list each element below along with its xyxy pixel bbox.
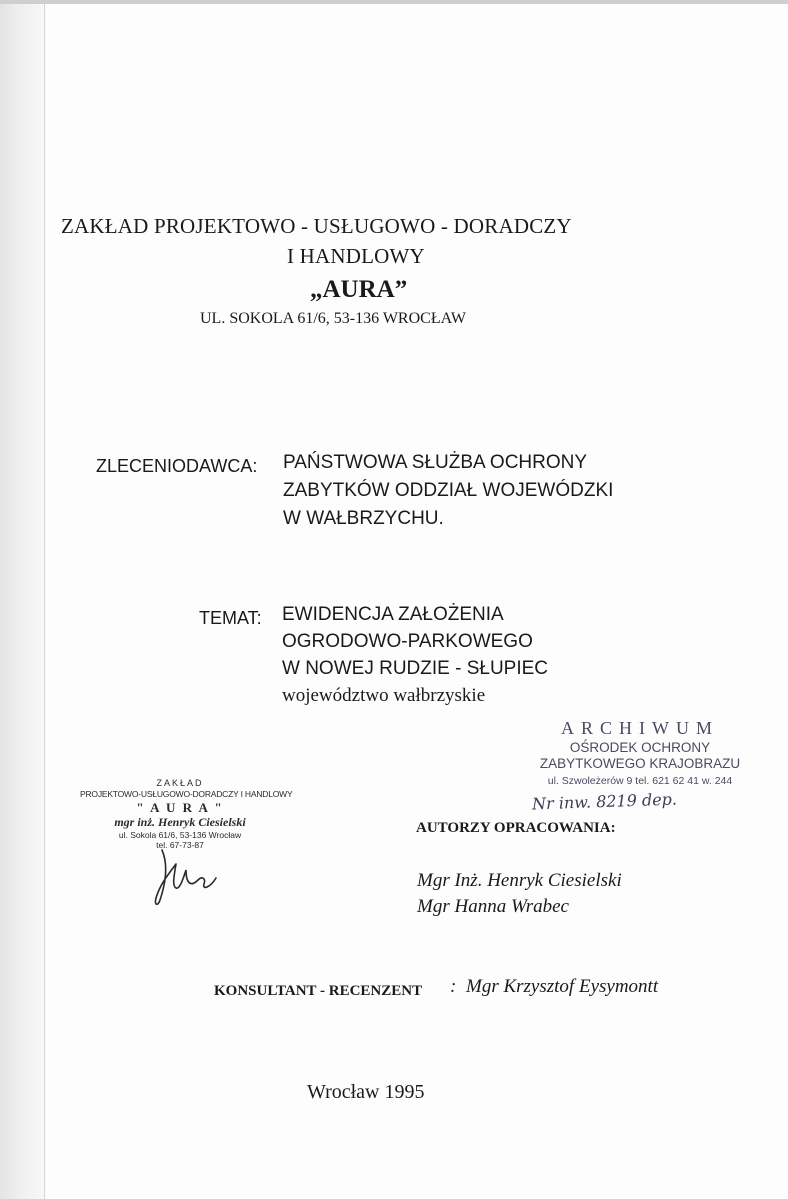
scan-top-strip	[0, 0, 788, 4]
client-line-2: ZABYTKÓW ODDZIAŁ WOJEWÓDZKI	[283, 480, 614, 501]
author-2: Mgr Hanna Wrabec	[417, 896, 569, 917]
subject-line-4: województwo wałbrzyskie	[282, 685, 486, 706]
company-stamp-line-5: ul. Sokola 61/6, 53-136 Wrocław	[118, 829, 242, 840]
subject-label: TEMAT:	[199, 608, 262, 628]
client-line-3: W WAŁBRZYCHU.	[283, 508, 444, 529]
archive-stamp-title: ARCHIWUM	[561, 718, 719, 738]
consultant-separator: :	[450, 976, 457, 997]
authors-label: AUTORZY OPRACOWANIA:	[416, 820, 616, 836]
archive-stamp-line-2: ZABYTKOWEGO KRAJOBRAZU	[539, 756, 741, 771]
consultant-name: Mgr Krzysztof Eysymontt	[466, 976, 659, 997]
archive-stamp-line-1: OŚRODEK OCHRONY	[569, 740, 711, 755]
author-1: Mgr Inż. Henryk Ciesielski	[417, 870, 622, 891]
client-label: ZLECENIODAWCA:	[96, 456, 258, 476]
company-stamp-line-1: ZAKŁAD	[156, 778, 204, 788]
scan-edge-line	[44, 0, 45, 1199]
client-line-1: PAŃSTWOWA SŁUŻBA OCHRONY	[283, 452, 588, 473]
company-stamp-line-6: tel. 67-73-87	[156, 839, 204, 850]
company-line-1: ZAKŁAD PROJEKTOWO - USŁUGOWO - DORADCZY	[61, 214, 572, 238]
consultant-label: KONSULTANT - RECENZENT	[214, 983, 423, 999]
company-stamp-line-4: mgr inż. Henryk Ciesielski	[114, 815, 246, 829]
inventory-handwritten-note: Nr inw. 8219 dep.	[531, 789, 678, 814]
company-stamp-line-2: PROJEKTOWO-USŁUGOWO-DORADCZY I HANDLOWY	[80, 789, 293, 800]
company-stamp	[80, 778, 293, 850]
subject-line-3: W NOWEJ RUDZIE - SŁUPIEC	[282, 658, 549, 679]
subject-line-2: OGRODOWO-PARKOWEGO	[282, 631, 533, 652]
subject-line-1: EWIDENCJA ZAŁOŻENIA	[282, 604, 504, 625]
archive-stamp-address: ul. Szwoleżerów 9 tel. 621 62 41 w. 244	[547, 775, 733, 787]
scan-left-edge	[0, 0, 46, 1199]
archive-stamp	[512, 718, 768, 787]
place-date: Wrocław 1995	[307, 1081, 425, 1103]
company-address: UL. SOKOLA 61/6, 53-136 WROCŁAW	[200, 310, 466, 327]
company-name: „AURA”	[310, 276, 408, 303]
company-stamp-line-3: " A U R A "	[136, 800, 224, 816]
company-line-2: I HANDLOWY	[287, 244, 425, 268]
signature-icon	[140, 842, 230, 910]
